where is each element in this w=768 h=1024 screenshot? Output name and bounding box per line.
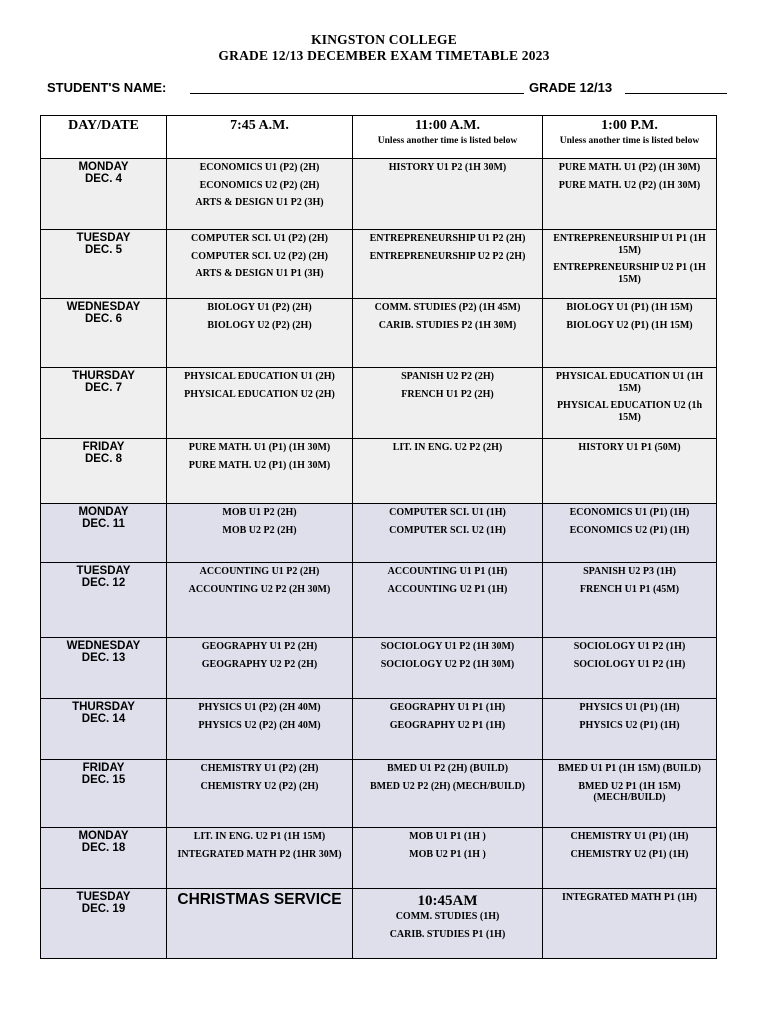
exam-entry: PHYSICAL EDUCATION U2 (2H) <box>184 388 335 400</box>
day-date-cell <box>41 828 167 889</box>
exam-cell-slot-1 <box>167 368 353 439</box>
table-row <box>41 828 717 889</box>
exam-entry: PHYSICAL EDUCATION U1 (1H 15M) <box>555 371 704 394</box>
exam-cell-slot-2 <box>353 563 543 638</box>
exam-entry: SOCIOLOGY U1 P2 (1H) <box>573 658 686 670</box>
header-day-date: DAY/DATE <box>41 116 167 159</box>
header-slot-100-note: Unless another time is listed below <box>559 136 700 146</box>
exam-cell-slot-2 <box>353 699 543 760</box>
exam-entry: PURE MATH. U1 (P1) (1H 30M) <box>188 442 331 453</box>
exam-entry: ECONOMICS U1 (P2) (2H) <box>199 162 320 173</box>
exam-cell-slot-3 <box>543 828 717 889</box>
exam-cell-slot-2 <box>353 760 543 828</box>
exam-entry: BIOLOGY U1 (P1) (1H 15M) <box>566 302 693 313</box>
exam-entry: ECONOMICS U1 (P1) (1H) <box>569 507 690 518</box>
exam-cell-slot-3 <box>543 699 717 760</box>
header-slot-745: 7:45 A.M. <box>167 116 353 159</box>
exam-entry: BIOLOGY U2 (P1) (1H 15M) <box>566 319 693 331</box>
table-row <box>41 699 717 760</box>
exam-entry: MOB U1 P1 (1H ) <box>409 831 486 842</box>
day-name: TUESDAY <box>76 565 131 577</box>
exam-entry: BIOLOGY U2 (P2) (2H) <box>207 319 312 331</box>
exam-cell-slot-3 <box>543 439 717 504</box>
exam-entry: ARTS & DESIGN U1 P2 (3H) <box>195 197 324 208</box>
day-date-cell <box>41 699 167 760</box>
exam-entry: ENTREPRENEURSHIP U1 P1 (1H 15M) <box>553 233 706 256</box>
exam-entry: COMPUTER SCI. U2 (1H) <box>389 524 506 536</box>
exam-entry: CHEMISTRY U1 (P1) (1H) <box>570 831 689 842</box>
exam-entry: PURE MATH. U1 (P2) (1H 30M) <box>558 162 701 173</box>
exam-cell-slot-1 <box>167 889 353 959</box>
day-date: DEC. 15 <box>81 774 126 786</box>
exam-cell-slot-1 <box>167 299 353 368</box>
exam-entry: LIT. IN ENG. U2 P1 (1H 15M) <box>193 831 326 842</box>
exam-entry: CHEMISTRY U2 (P2) (2H) <box>200 780 319 792</box>
table-row <box>41 368 717 439</box>
exam-entry: SOCIOLOGY U1 P2 (1H) <box>573 641 686 652</box>
alternate-time-label: 10:45AM <box>417 893 478 909</box>
table-row <box>41 299 717 368</box>
exam-cell-slot-1 <box>167 439 353 504</box>
exam-entry: COMM. STUDIES (1H) <box>395 911 500 922</box>
exam-cell-slot-3 <box>543 889 717 959</box>
exam-entry: MOB U2 P1 (1H ) <box>409 848 486 860</box>
day-name: MONDAY <box>78 830 129 842</box>
day-date-cell <box>41 159 167 230</box>
grade-line[interactable] <box>625 93 727 94</box>
exam-cell-slot-2 <box>353 638 543 699</box>
exam-entry: ACCOUNTING U2 P2 (2H 30M) <box>188 583 331 595</box>
student-info-row <box>47 80 727 98</box>
exam-cell-slot-3 <box>543 299 717 368</box>
timetable-body <box>41 159 717 959</box>
day-name: WEDNESDAY <box>66 301 141 313</box>
day-date: DEC. 11 <box>82 518 125 530</box>
exam-entry: FRENCH U1 P1 (45M) <box>579 583 680 595</box>
exam-cell-slot-2 <box>353 159 543 230</box>
day-date: DEC. 18 <box>81 842 126 854</box>
exam-entry: ENTREPRENEURSHIP U1 P2 (2H) <box>369 233 526 244</box>
day-date: DEC. 5 <box>84 244 123 256</box>
exam-entry: SPANISH U2 P2 (2H) <box>401 371 494 382</box>
exam-entry: ENTREPRENEURSHIP U2 P1 (1H 15M) <box>553 262 706 285</box>
exam-entry: PHYSICS U1 (P2) (2H 40M) <box>198 702 321 713</box>
student-name-label: STUDENT'S NAME: <box>47 80 167 95</box>
exam-entry: CHEMISTRY U1 (P2) (2H) <box>200 763 319 774</box>
exam-cell-slot-1 <box>167 760 353 828</box>
exam-entry: PHYSICS U2 (P2) (2H 40M) <box>198 719 321 731</box>
day-date: DEC. 4 <box>84 173 123 185</box>
exam-entry: INTEGRATED MATH P2 (1HR 30M) <box>177 848 342 860</box>
exam-entry: INTEGRATED MATH P1 (1H) <box>562 892 697 903</box>
header-slot-100 <box>543 116 717 159</box>
exam-entry: PHYSICS U2 (P1) (1H) <box>579 719 680 731</box>
exam-entry: BIOLOGY U1 (P2) (2H) <box>207 302 312 313</box>
table-row <box>41 638 717 699</box>
exam-entry: BMED U1 P1 (1H 15M) (BUILD) <box>557 763 702 774</box>
exam-cell-slot-3 <box>543 159 717 230</box>
day-name: MONDAY <box>78 506 129 518</box>
exam-entry: CARIB. STUDIES P1 (1H) <box>389 928 506 940</box>
header-slot-1100-label: 11:00 A.M. <box>415 118 480 133</box>
exam-entry: ACCOUNTING U1 P1 (1H) <box>387 566 508 577</box>
day-name: TUESDAY <box>76 232 131 244</box>
exam-entry: CHEMISTRY U2 (P1) (1H) <box>570 848 689 860</box>
exam-cell-slot-3 <box>543 504 717 563</box>
exam-cell-slot-1 <box>167 563 353 638</box>
day-date-cell <box>41 439 167 504</box>
day-date: DEC. 13 <box>81 652 126 664</box>
day-date-cell <box>41 299 167 368</box>
day-name: THURSDAY <box>72 701 135 713</box>
exam-entry: SOCIOLOGY U1 P2 (1H 30M) <box>380 641 515 652</box>
exam-entry: COMPUTER SCI. U1 (1H) <box>389 507 506 518</box>
exam-entry: GEOGRAPHY U1 P1 (1H) <box>389 702 506 713</box>
exam-entry: MOB U2 P2 (2H) <box>222 524 297 536</box>
day-date-cell <box>41 368 167 439</box>
exam-entry: ARTS & DESIGN U1 P1 (3H) <box>195 268 324 279</box>
exam-entry: PURE MATH. U2 (P2) (1H 30M) <box>558 179 701 191</box>
exam-entry: SPANISH U2 P3 (1H) <box>583 566 676 577</box>
table-row <box>41 563 717 638</box>
day-date: DEC. 8 <box>84 453 123 465</box>
exam-entry: ECONOMICS U2 (P2) (2H) <box>199 179 320 191</box>
grade-label: GRADE 12/13 <box>529 80 613 95</box>
exam-cell-slot-1 <box>167 638 353 699</box>
day-name: TUESDAY <box>76 891 131 903</box>
table-row <box>41 439 717 504</box>
exam-cell-slot-2 <box>353 889 543 959</box>
exam-entry: PHYSICS U1 (P1) (1H) <box>579 702 680 713</box>
exam-entry: MOB U1 P2 (2H) <box>222 507 297 518</box>
timetable-title: GRADE 12/13 DECEMBER EXAM TIMETABLE 2023 <box>218 48 550 63</box>
table-row <box>41 159 717 230</box>
exam-cell-slot-3 <box>543 638 717 699</box>
exam-entry: BMED U2 P2 (2H) (MECH/BUILD) <box>370 780 525 792</box>
exam-cell-slot-1 <box>167 828 353 889</box>
day-date-cell <box>41 504 167 563</box>
day-date-cell <box>41 230 167 299</box>
exam-cell-slot-2 <box>353 299 543 368</box>
day-date: DEC. 19 <box>81 903 126 915</box>
table-row <box>41 230 717 299</box>
exam-entry: HISTORY U1 P1 (50M) <box>578 442 681 453</box>
exam-cell-slot-3 <box>543 760 717 828</box>
table-row <box>41 504 717 563</box>
day-date-cell <box>41 889 167 959</box>
exam-entry: GEOGRAPHY U1 P2 (2H) <box>201 641 318 652</box>
exam-entry: PHYSICAL EDUCATION U1 (2H) <box>184 371 335 382</box>
exam-cell-slot-2 <box>353 230 543 299</box>
exam-entry: COMPUTER SCI. U1 (P2) (2H) <box>191 233 328 244</box>
exam-cell-slot-2 <box>353 504 543 563</box>
day-name: WEDNESDAY <box>66 640 141 652</box>
day-date-cell <box>41 563 167 638</box>
exam-entry: ENTREPRENEURSHIP U2 P2 (2H) <box>369 250 526 262</box>
special-event-label: CHRISTMAS SERVICE <box>177 891 342 908</box>
exam-timetable <box>40 115 717 959</box>
exam-cell-slot-1 <box>167 699 353 760</box>
header-slot-100-label: 1:00 P.M. <box>601 118 658 133</box>
header-slot-1100 <box>353 116 543 159</box>
exam-cell-slot-2 <box>353 439 543 504</box>
table-row <box>41 889 717 959</box>
exam-entry: BMED U2 P1 (1H 15M) (MECH/BUILD) <box>578 780 681 803</box>
day-date-cell <box>41 760 167 828</box>
exam-entry: ACCOUNTING U1 P2 (2H) <box>199 566 320 577</box>
exam-entry: FRENCH U1 P2 (2H) <box>401 388 494 400</box>
exam-entry: SOCIOLOGY U2 P2 (1H 30M) <box>380 658 515 670</box>
table-row <box>41 760 717 828</box>
day-date: DEC. 14 <box>81 713 126 725</box>
exam-cell-slot-1 <box>167 504 353 563</box>
exam-entry: PHYSICAL EDUCATION U2 (1h 15M) <box>556 400 703 423</box>
exam-entry: ECONOMICS U2 (P1) (1H) <box>569 524 690 536</box>
exam-cell-slot-3 <box>543 563 717 638</box>
exam-entry: CARIB. STUDIES P2 (1H 30M) <box>378 319 517 331</box>
day-date: DEC. 7 <box>84 382 123 394</box>
header-slot-1100-note: Unless another time is listed below <box>377 136 518 146</box>
exam-entry: COMM. STUDIES (P2) (1H 45M) <box>374 302 521 313</box>
exam-entry: GEOGRAPHY U2 P2 (2H) <box>201 658 318 670</box>
day-date: DEC. 6 <box>84 313 123 325</box>
exam-entry: HISTORY U1 P2 (1H 30M) <box>388 162 507 173</box>
exam-entry: BMED U1 P2 (2H) (BUILD) <box>386 763 509 774</box>
exam-cell-slot-2 <box>353 368 543 439</box>
day-date-cell <box>41 638 167 699</box>
student-name-line[interactable] <box>190 93 524 94</box>
exam-entry: ACCOUNTING U2 P1 (1H) <box>387 583 508 595</box>
exam-cell-slot-2 <box>353 828 543 889</box>
college-name: KINGSTON COLLEGE <box>311 32 457 47</box>
exam-cell-slot-3 <box>543 368 717 439</box>
exam-entry: PURE MATH. U2 (P1) (1H 30M) <box>188 459 331 471</box>
exam-entry: COMPUTER SCI. U2 (P2) (2H) <box>191 250 328 262</box>
table-header-row <box>41 116 717 159</box>
day-name: FRIDAY <box>82 441 125 453</box>
exam-cell-slot-1 <box>167 159 353 230</box>
day-date: DEC. 12 <box>81 577 126 589</box>
exam-cell-slot-3 <box>543 230 717 299</box>
day-name: THURSDAY <box>72 370 135 382</box>
exam-cell-slot-1 <box>167 230 353 299</box>
day-name: FRIDAY <box>82 762 125 774</box>
day-name: MONDAY <box>78 161 129 173</box>
exam-entry: LIT. IN ENG. U2 P2 (2H) <box>392 442 503 453</box>
exam-entry: GEOGRAPHY U2 P1 (1H) <box>389 719 506 731</box>
